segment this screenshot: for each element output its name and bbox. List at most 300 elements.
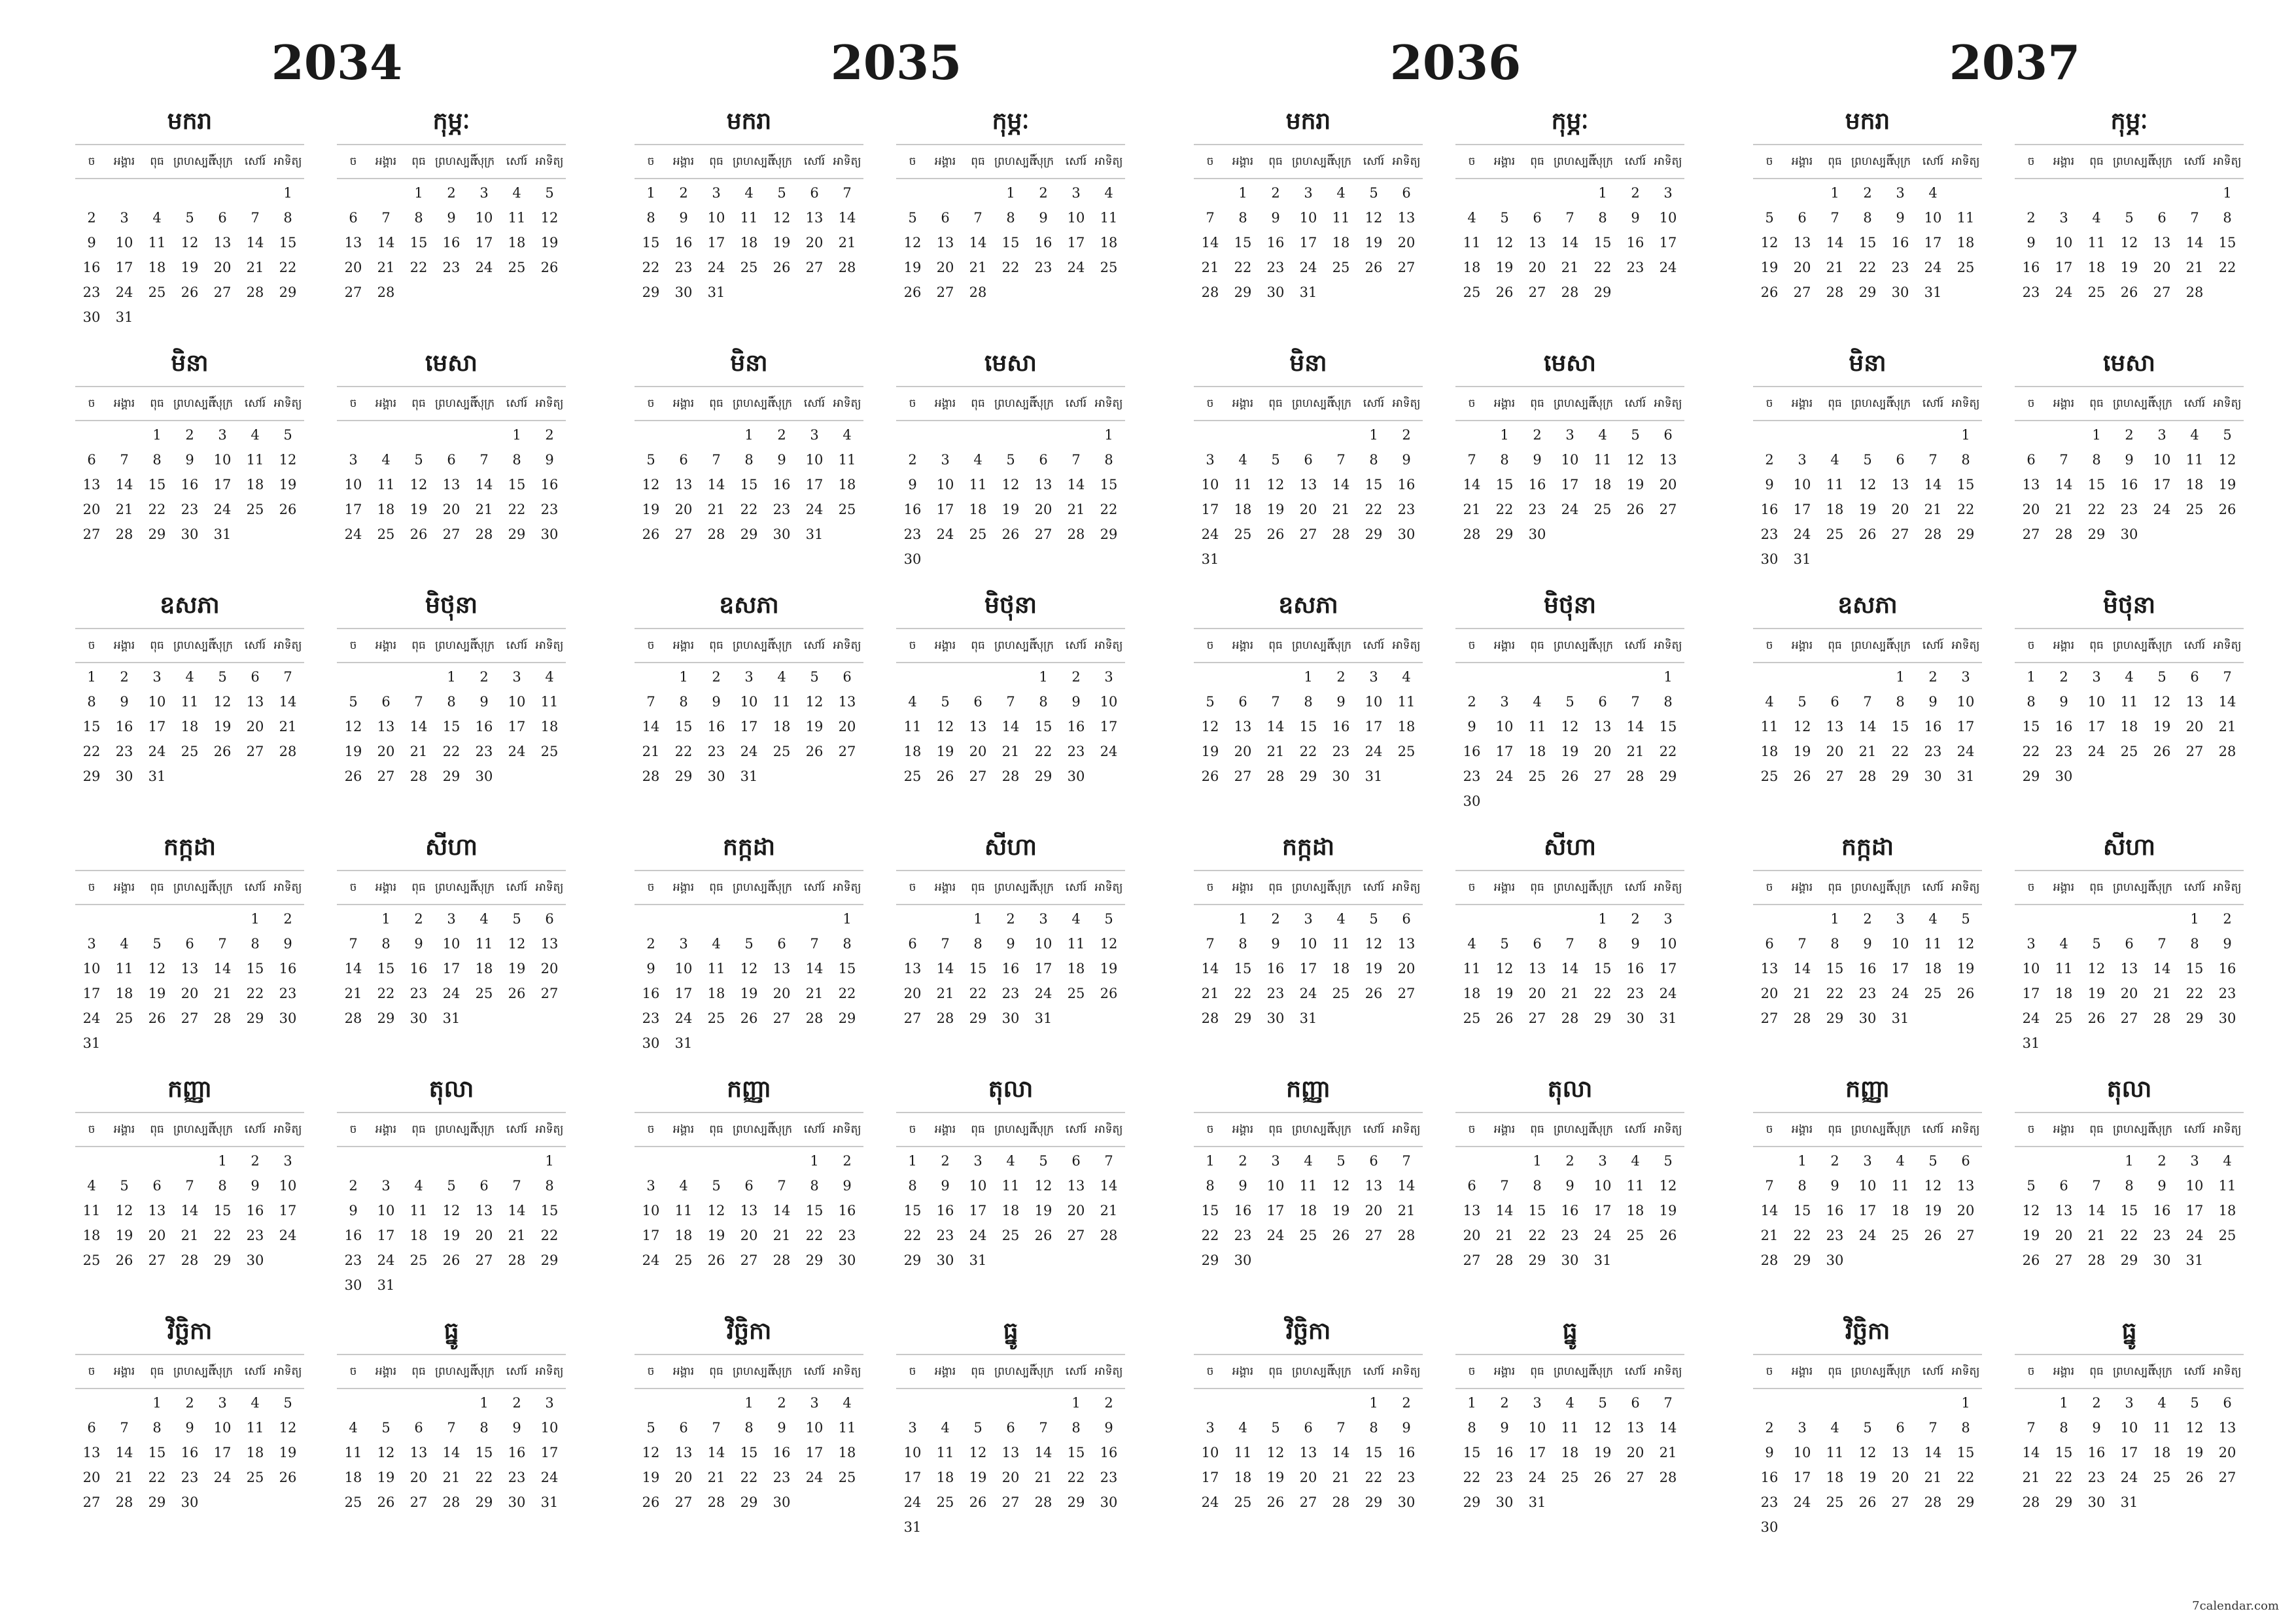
day-cell: 18 [1001,1203,1020,1218]
day-cell: 12 [936,719,954,734]
day-cell: 28 [115,1494,133,1510]
day-cell: 17 [1299,961,1317,976]
day-cell: 28 [1266,768,1285,784]
day-cell: 7 [349,936,358,952]
day-cell: 17 [1299,235,1317,250]
day-cell: 6 [2223,1395,2232,1411]
day-cell: 31 [115,309,133,325]
weekday-label: អង្គារ [375,881,397,894]
day-cell: 13 [1299,477,1317,492]
day-cell: 8 [152,1420,162,1436]
day-cell: 21 [805,986,824,1001]
day-cell: 9 [1271,210,1280,226]
day-cell: 21 [1659,1445,1677,1460]
day-cell: 23 [475,744,493,759]
month-title: កុម្ភៈ [1551,108,1589,135]
weekday-label: អង្គារ [1493,397,1516,410]
day-cell: 30 [115,768,133,784]
day-cell: 5 [283,427,292,443]
day-cell: 15 [838,961,856,976]
day-cell: 4 [908,694,917,710]
day-cell: 12 [740,961,758,976]
day-cell: 28 [2022,1494,2040,1510]
day-cell: 24 [2087,744,2106,759]
weekday-label: ច [909,397,916,410]
day-cell: 8 [447,694,456,710]
day-cell: 6 [843,669,852,685]
day-cell: 12 [279,452,297,468]
day-cell: 26 [540,260,559,275]
day-cell: 18 [1234,502,1252,517]
day-cell: 19 [148,986,166,1001]
day-cell: 1 [447,669,456,685]
day-cell: 23 [115,744,133,759]
footer-site-credit: 7calendar.com [2192,1599,2279,1613]
day-cell: 29 [2022,768,2040,784]
weekday-label: សុក្រ [473,155,495,168]
day-cell: 17 [903,1470,922,1485]
day-cell: 9 [2125,452,2134,468]
day-cell: 4 [87,1178,96,1194]
weekday-label: អង្គារ [672,639,695,652]
weekday-label: ច [2027,155,2035,168]
day-cell: 30 [903,551,922,567]
day-cell: 8 [679,694,688,710]
month-block [2015,344,2244,586]
day-cell: 12 [115,1203,133,1218]
month-title: សីហា [1544,834,1596,861]
day-cell: 11 [1760,719,1779,734]
weekday-label: ពុធ [1828,397,1842,410]
weekday-header-row [1753,628,1982,663]
day-cell: 15 [2022,719,2040,734]
day-cell: 13 [2120,961,2138,976]
weekday-label: សុក្រ [771,1123,793,1136]
day-cell: 27 [1001,1494,1020,1510]
day-cell: 25 [1332,260,1350,275]
day-cell: 24 [1034,986,1052,1001]
day-cell: 10 [1793,1445,1811,1460]
day-cell: 14 [246,235,264,250]
weekday-label: ច [88,1365,96,1378]
day-cell: 29 [969,1010,987,1026]
day-cell: 20 [213,260,232,275]
day-cell: 27 [1234,768,1252,784]
weekday-label: អាទិត្យ [1392,1123,1421,1136]
day-cell: 21 [1067,502,1085,517]
day-cell: 4 [1336,185,1346,201]
day-cell: 18 [82,1228,101,1243]
day-cell: 6 [2026,452,2036,468]
day-cell: 11 [344,1445,362,1460]
weekday-label: អង្គារ [1791,155,1813,168]
day-cell: 19 [377,1470,395,1485]
weekday-label: សុក្រ [473,639,495,652]
day-cell: 1 [1206,1153,1215,1169]
day-cell: 21 [2185,260,2204,275]
day-cell: 22 [1957,502,1975,517]
day-cell: 1 [1830,185,1839,201]
day-cell: 25 [1528,768,1546,784]
month-title: សីហា [984,834,1037,861]
day-cell: 7 [1336,452,1346,468]
month-title: មិនា [1289,350,1327,377]
day-cell: 19 [213,719,232,734]
day-cell: 17 [805,1445,824,1460]
day-cell: 25 [2120,744,2138,759]
day-cell: 13 [1397,210,1416,226]
day-cell: 11 [1561,1420,1579,1436]
day-cell: 23 [1760,526,1779,542]
day-cell: 9 [512,1420,521,1436]
day-cell: 18 [1463,260,1481,275]
day-cell: 29 [1858,285,1877,300]
weekday-label: ពុធ [411,1123,426,1136]
weekday-header-row [75,1354,304,1389]
day-cell: 3 [1206,1420,1215,1436]
day-cell: 23 [279,986,297,1001]
month-block [1194,1070,1423,1312]
day-cell: 8 [1830,936,1839,952]
day-cell: 30 [1397,526,1416,542]
weekday-label: សុក្រ [1592,155,1614,168]
day-cell: 19 [2218,477,2236,492]
day-cell: 23 [773,502,791,517]
day-cell: 10 [936,477,954,492]
day-cell: 26 [2120,285,2138,300]
day-cell: 10 [442,936,461,952]
weekday-label: សុក្រ [2151,881,2173,894]
day-cell: 7 [1798,936,1807,952]
day-cell: 1 [1663,669,1673,685]
day-cell: 3 [1500,694,1509,710]
day-cell: 8 [1896,694,1905,710]
year-block [1733,24,2296,1593]
weekday-label: អាទិត្យ [1392,155,1421,168]
day-cell: 26 [115,1252,133,1268]
weekday-label: សៅរ៍ [506,1123,528,1136]
day-cell: 29 [1365,526,1383,542]
day-cell: 21 [1793,986,1811,1001]
day-cell: 28 [1858,768,1877,784]
day-cell: 24 [279,1228,297,1243]
weekday-label: ច [909,155,916,168]
weekday-label: ច [1765,881,1773,894]
day-cell: 22 [2120,1228,2138,1243]
month-block [1455,828,1684,1070]
day-cell: 11 [1891,1178,1909,1194]
day-cell: 16 [344,1228,362,1243]
day-cell: 15 [1593,235,1612,250]
day-cell: 27 [1397,986,1416,1001]
day-cell: 3 [512,669,521,685]
day-cell: 18 [1528,744,1546,759]
weekday-header-row [896,1354,1125,1389]
day-cell: 24 [1957,744,1975,759]
day-cell: 9 [2157,1178,2166,1194]
day-cell: 12 [805,694,824,710]
day-cell: 15 [148,477,166,492]
day-cell: 6 [1765,936,1774,952]
day-cell: 25 [1826,526,1844,542]
weekday-label: ពុធ [709,1365,723,1378]
day-cell: 2 [2157,1153,2166,1169]
day-cell: 28 [707,526,725,542]
day-cell: 21 [1001,744,1020,759]
month-block [337,1312,566,1554]
day-cell: 30 [1561,1252,1579,1268]
day-cell: 30 [773,526,791,542]
weekday-label: ព្រហស្បតិ៍ [1292,155,1334,168]
weekday-label: សៅរ៍ [1624,397,1646,410]
day-cell: 28 [1924,526,1942,542]
day-cell: 23 [181,502,199,517]
day-cell: 16 [82,260,101,275]
day-cell: 12 [344,719,362,734]
day-cell: 2 [1765,452,1774,468]
weekday-header-row [635,1354,863,1389]
day-cell: 6 [87,452,96,468]
day-cell: 27 [936,285,954,300]
day-cell: 14 [1495,1203,1514,1218]
day-cell: 15 [1365,477,1383,492]
day-cell: 7 [973,210,983,226]
day-cell: 28 [642,768,660,784]
day-cell: 6 [941,210,950,226]
day-cell: 22 [508,502,526,517]
day-cell: 31 [1201,551,1219,567]
day-cell: 1 [2223,185,2232,201]
weekday-label: ពុធ [709,397,723,410]
day-cell: 9 [1402,1420,1411,1436]
day-cell: 21 [508,1228,526,1243]
weekday-label: សៅរ៍ [1065,881,1087,894]
day-cell: 6 [545,911,554,927]
month-block [75,1312,304,1554]
day-cell: 20 [805,235,824,250]
day-cell: 8 [908,1178,917,1194]
day-cell: 22 [1495,502,1514,517]
day-cell: 27 [82,1494,101,1510]
day-cell: 12 [213,694,232,710]
day-cell: 24 [82,1010,101,1026]
day-cell: 14 [1561,235,1579,250]
day-cell: 21 [1266,744,1285,759]
day-cell: 4 [545,669,554,685]
day-cell: 10 [1561,452,1579,468]
day-cell: 11 [475,936,493,952]
day-cell: 17 [1266,1203,1285,1218]
day-cell: 16 [115,719,133,734]
day-cell: 13 [1001,1445,1020,1460]
day-cell: 2 [185,1395,194,1411]
day-cell: 9 [1830,1178,1839,1194]
weekday-label: ព្រហស្បតិ៍ [994,397,1037,410]
weekday-label: ច [2027,397,2035,410]
day-cell: 16 [1067,719,1085,734]
weekday-header-row [337,144,566,179]
weekday-label: សុក្រ [1592,1365,1614,1378]
day-cell: 23 [246,1228,264,1243]
weekday-header-row [2015,1354,2244,1389]
weekday-label: សុក្រ [211,1365,234,1378]
day-cell: 11 [1001,1178,1020,1194]
day-cell: 18 [148,260,166,275]
weekday-label: អង្គារ [672,155,695,168]
day-cell: 1 [1369,1395,1378,1411]
day-cell: 25 [508,260,526,275]
day-cell: 21 [2022,1470,2040,1485]
day-cell: 22 [2185,986,2204,1001]
day-cell: 23 [2218,986,2236,1001]
day-cell: 27 [2120,1010,2138,1026]
day-cell: 5 [1863,452,1872,468]
weekday-label: ពុធ [1268,1123,1283,1136]
month-title: ធ្នូ [1562,1318,1578,1345]
day-cell: 5 [2223,427,2232,443]
day-cell: 17 [969,1203,987,1218]
day-cell: 7 [414,694,423,710]
day-cell: 24 [2185,1228,2204,1243]
day-cell: 11 [1234,1445,1252,1460]
day-cell: 17 [279,1203,297,1218]
day-cell: 6 [1798,210,1807,226]
day-cell: 24 [1593,1228,1612,1243]
weekday-label: សៅរ៍ [1624,155,1646,168]
day-cell: 22 [2087,502,2106,517]
weekday-label: សៅរ៍ [244,881,266,894]
day-cell: 17 [1957,719,1975,734]
day-cell: 3 [381,1178,391,1194]
weekday-label: ព្រហស្បតិ៍ [2113,1365,2155,1378]
day-cell: 15 [969,961,987,976]
weekday-label: អង្គារ [1791,881,1813,894]
day-cell: 5 [908,210,917,226]
day-cell: 16 [1332,719,1350,734]
day-cell: 14 [377,235,395,250]
weekday-label: ច [88,155,96,168]
day-cell: 4 [777,669,786,685]
weekday-label: អង្គារ [672,1123,695,1136]
day-cell: 9 [1104,1420,1113,1436]
day-cell: 28 [344,1010,362,1026]
day-cell: 4 [1467,936,1476,952]
day-cell: 18 [1826,502,1844,517]
weekday-label: ព្រហស្បតិ៍ [733,639,775,652]
day-cell: 29 [1528,1252,1546,1268]
day-cell: 23 [838,1228,856,1243]
day-cell: 14 [2153,961,2171,976]
day-cell: 28 [773,1252,791,1268]
weekday-label: ច [1468,639,1476,652]
day-cell: 13 [377,719,395,734]
weekday-label: ច [647,155,655,168]
weekday-label: អង្គារ [1232,397,1254,410]
weekday-label: សៅរ៍ [244,639,266,652]
day-cell: 20 [1234,744,1252,759]
day-cell: 21 [1332,1470,1350,1485]
day-cell: 18 [674,1228,693,1243]
day-cell: 20 [148,1228,166,1243]
month-block [1194,586,1423,828]
day-cell: 17 [1858,1203,1877,1218]
day-cell: 4 [2125,669,2134,685]
day-cell: 23 [1397,1470,1416,1485]
day-cell: 12 [2120,235,2138,250]
day-cell: 12 [540,210,559,226]
weekday-header-row [75,386,304,421]
day-cell: 11 [936,1445,954,1460]
day-cell: 8 [152,452,162,468]
weekday-label: ច [909,1365,916,1378]
day-cell: 9 [185,1420,194,1436]
day-cell: 11 [1826,1445,1844,1460]
day-cell: 4 [679,1178,688,1194]
weekday-label: អង្គារ [934,155,956,168]
day-cell: 7 [1336,1420,1346,1436]
weekday-label: អង្គារ [113,397,135,410]
day-cell: 19 [2022,1228,2040,1243]
weekday-label: ច [909,1123,916,1136]
day-cell: 10 [1266,1178,1285,1194]
day-cell: 26 [1001,526,1020,542]
day-cell: 29 [1034,768,1052,784]
day-cell: 15 [508,477,526,492]
month-block [1753,1070,1982,1312]
day-cell: 13 [2153,235,2171,250]
day-cell: 5 [777,185,786,201]
day-cell: 30 [279,1010,297,1026]
day-cell: 17 [1034,961,1052,976]
weekday-label: ពុធ [2089,639,2104,652]
day-cell: 18 [115,986,133,1001]
month-title: មិថុនា [1544,592,1596,619]
day-cell: 2 [1071,669,1081,685]
day-cell: 1 [2059,1395,2068,1411]
month-title: វិច្ឆិកា [726,1318,772,1345]
day-cell: 19 [115,1228,133,1243]
weekday-label: ពុធ [971,881,985,894]
day-cell: 22 [279,260,297,275]
day-cell: 23 [409,986,428,1001]
day-cell: 11 [969,477,987,492]
day-cell: 12 [442,1203,461,1218]
weekday-label: ព្រហស្បតិ៍ [1554,881,1596,894]
day-cell: 3 [1369,669,1378,685]
day-cell: 14 [805,961,824,976]
day-cell: 9 [679,210,688,226]
day-cell: 7 [843,185,852,201]
day-cell: 2 [447,185,456,201]
weekday-label: ពុធ [150,155,164,168]
weekday-label: ពុធ [150,397,164,410]
weekday-label: ព្រហស្បតិ៍ [2113,155,2155,168]
weekday-label: សុក្រ [1032,1365,1054,1378]
day-cell: 16 [181,1445,199,1460]
day-cell: 25 [246,1470,264,1485]
day-cell: 16 [838,1203,856,1218]
weekday-label: ព្រហស្បតិ៍ [173,1365,216,1378]
weekday-label: ព្រហស្បតិ៍ [994,639,1037,652]
weekday-label: សៅរ៍ [2183,881,2206,894]
day-cell: 1 [1467,1395,1476,1411]
day-cell: 10 [2055,235,2073,250]
day-cell: 14 [1626,719,1644,734]
day-cell: 6 [2190,669,2199,685]
weekday-label: សុក្រ [1032,397,1054,410]
day-cell: 30 [773,1494,791,1510]
weekday-label: អង្គារ [113,1123,135,1136]
